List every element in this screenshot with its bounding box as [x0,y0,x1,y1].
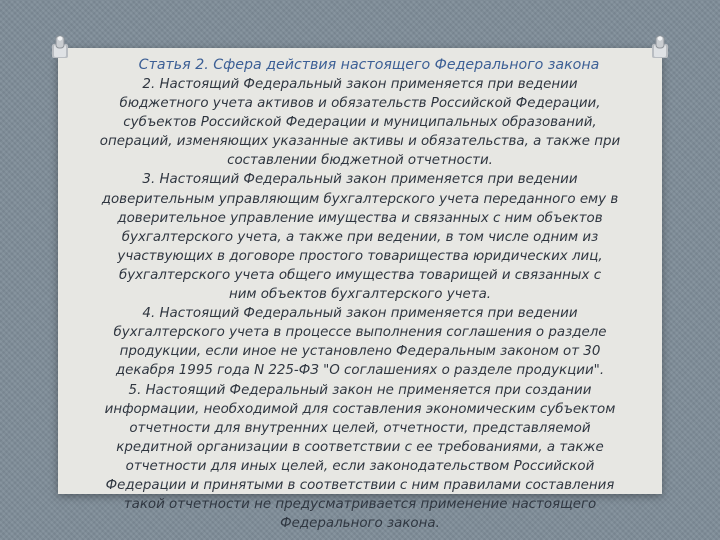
text-line: Федерального закона. [280,516,440,532]
text-line: 4. Настоящий Федеральный закон применяется при ведении [142,306,578,322]
text-line: кредитной организации в соответствии с ее требованиями, а также [116,439,604,455]
text-line: бухгалтерского учета, а также при ведении, в том числе одним из [121,229,599,245]
paragraph-3 [72,170,648,304]
text-line: ним объектов бухгалтерского учета. [228,287,492,303]
text-line: участвующих в договоре простого товарищества юридических лиц, [117,248,603,264]
text-line: бухгалтерского учета общего имущества товарищей и связанных с [118,267,602,283]
page-title: Статья 2. Сфера действия настоящего Федерального закона [138,57,600,73]
text-line: Федерации и принятыми в соответствии с ним правилами составления [105,477,615,493]
text-line: декабря 1995 года N 225-ФЗ "О соглашениях о разделе продукции". [115,363,605,379]
text-line: операций, изменяющих указанные активы и обязательства, а также при [99,134,621,150]
paragraph-2 [72,75,648,170]
article-text [72,55,648,540]
text-line: 3. Настоящий Федеральный закон применяется при ведении [142,172,578,188]
text-line: бухгалтерского учета в процессе выполнения соглашения о разделе [113,325,607,341]
paragraph-5 [72,381,648,534]
text-line: 5. Настоящий Федеральный закон не применяется при создании [128,382,592,398]
text-line: отчетности для иных целей, если законодательством Российской [125,458,595,474]
text-line: продукции, если иное не установлено Федеральным законом от 30 [119,344,601,360]
text-line: такой отчетности не предусматривается применение настоящего [123,497,597,513]
text-line: составлении бюджетной отчетности. [227,153,493,169]
pushpin-icon [650,34,670,60]
pushpin-icon [50,34,70,60]
text-line: доверительное управление имущества и связанных с ним объектов [117,210,603,226]
paragraph-4 [72,304,648,380]
text-line: информации, необходимой для составления экономическим субъектом [104,401,616,417]
text-line: 2. Настоящий Федеральный закон применяется при ведении [142,77,578,92]
text-line: доверительным управляющим бухгалтерского учета переданного ему в [101,191,619,207]
text-line: бюджетного учета активов и обязательств Российской Федерации, [119,96,601,112]
text-line: отчетности для внутренних целей, отчетности, представляемой [129,420,591,436]
text-line: субъектов Российской Федерации и муниципальных образований, [123,115,597,131]
